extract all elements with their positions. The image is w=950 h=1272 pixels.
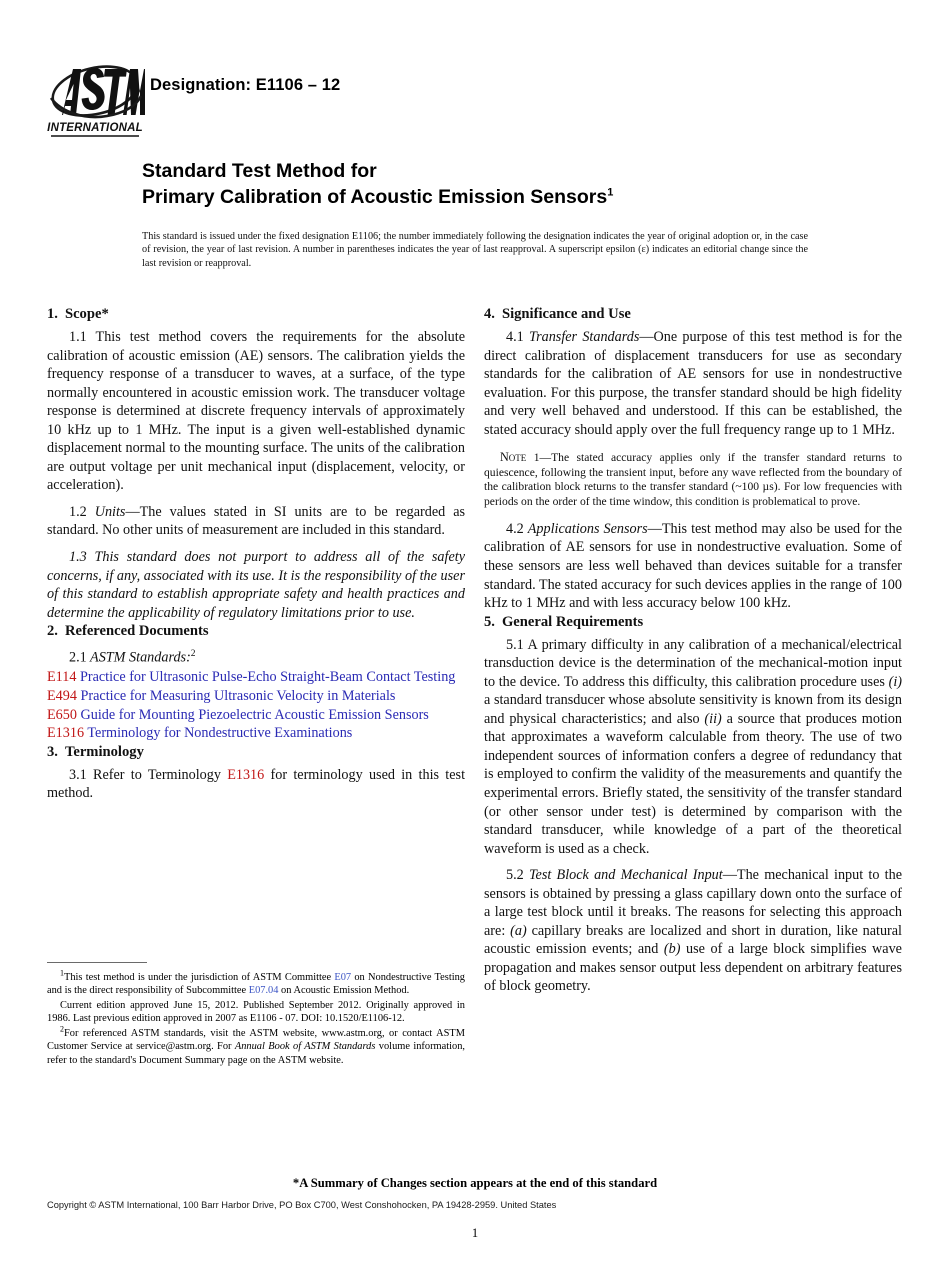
standard-title-e1316[interactable]: Terminology for Nondestructive Examinations bbox=[87, 725, 353, 742]
standard-link-e114[interactable]: E114 bbox=[47, 669, 77, 686]
left-column bbox=[47, 305, 465, 803]
paragraph-text-1-1: This test method covers the requirements for the absolute calibration of acoustic emission (AE) sensors. The calibration yields the frequency response of a transducer to waves, at a surface, of the type normally encountered in acoustic emission work. The transducer voltage response is determined at discrete frequency intervals of approximately 10 kHz up to 1 MHz. The input is a given well-established dynamic displacement normal to the mounting surface. The units of the calibration are output voltage per unit mechanical input (displacement, velocity, or acceleration). bbox=[47, 329, 465, 494]
paragraph-number-4-2: 4.2 bbox=[506, 520, 524, 537]
title-line-2: Primary Calibration of Acoustic Emission Sensors bbox=[142, 186, 608, 208]
right-column bbox=[484, 305, 902, 996]
footnote-separator-rule bbox=[47, 962, 147, 963]
paragraph-1-2 bbox=[47, 503, 465, 540]
subsection-title-2-1: ASTM Standards: bbox=[90, 649, 191, 666]
paragraph-text-3-1-before: Refer to Terminology bbox=[93, 766, 228, 783]
section-number-5: 5. bbox=[484, 613, 495, 630]
summary-of-changes-note: *A Summary of Changes section appears at the end of this standard bbox=[292, 1176, 658, 1190]
paragraph-5-2 bbox=[484, 866, 902, 996]
section-heading-general-requirements bbox=[484, 613, 902, 632]
paragraph-5-1 bbox=[484, 636, 902, 859]
designation-label: Designation: E1106 – 12 bbox=[150, 76, 341, 94]
paragraph-4-2 bbox=[484, 520, 902, 613]
page-number: 1 bbox=[471, 1226, 479, 1240]
footnotes-block bbox=[47, 962, 465, 1067]
paragraph-text-5-1-a: A primary difficulty in any calibration of a mechanical/electrical transduction device is the determination of the mechanical-motion input to the device. To address this difficulty, this calibration procedure uses bbox=[484, 636, 902, 690]
paragraph-1-1 bbox=[47, 328, 465, 495]
subsection-footnote-marker: 2 bbox=[190, 649, 196, 660]
paragraph-text-5-2-c: use of a large block simplifies wave propagation and makes sensor output less dependent on arbitrary features of block geometry. bbox=[484, 941, 902, 995]
paragraph-lead-4-1: Transfer Standards bbox=[528, 329, 640, 345]
paragraph-lead-1-2: Units bbox=[94, 503, 126, 520]
section-number-4: 4. bbox=[484, 306, 495, 322]
footnote-1 bbox=[47, 968, 465, 997]
footnote-1-text-c: on Acoustic Emission Method. bbox=[278, 985, 410, 997]
paragraph-number-4-1: 4.1 bbox=[506, 329, 524, 345]
section-heading-significance-and-use bbox=[484, 305, 902, 324]
footnote-2-marker: 2 bbox=[60, 1024, 64, 1034]
committee-link-e07[interactable]: E07 bbox=[334, 972, 352, 983]
copyright-notice: Copyright © ASTM International, 100 Barr Harbor Drive, PO Box C700, West Conshohocken, PA 19428-2959. United States bbox=[47, 1200, 557, 1210]
section-number-3: 3. bbox=[47, 743, 58, 760]
standard-title-e494[interactable]: Practice for Measuring Ultrasonic Velocity in Materials bbox=[80, 688, 396, 705]
subsection-2-1 bbox=[47, 645, 465, 667]
footnote-2-text-b: volume information, refer to the standard's Document Summary page on the ASTM website. bbox=[47, 1041, 465, 1066]
enum-marker-a: (a) bbox=[510, 922, 527, 939]
standard-link-e1316[interactable]: E1316 bbox=[47, 725, 85, 742]
standard-link-e494[interactable]: E494 bbox=[47, 688, 77, 705]
footnote-2-italic-title: Annual Book of ASTM Standards bbox=[234, 1041, 376, 1053]
enum-marker-ii: (ii) bbox=[704, 710, 722, 727]
paragraph-lead-4-2: Applications Sensors bbox=[527, 520, 648, 537]
footnote-2 bbox=[47, 1024, 465, 1066]
terminology-link-e1316[interactable]: E1316 bbox=[227, 766, 265, 783]
referenced-standards-list bbox=[47, 668, 465, 742]
paragraph-text-4-1: —One purpose of this test method is for the direct calibration of displacement transducers for use as secondary standards for the calibration of AE sensors for use in nondestructive evaluation. For this purpose, the transfer standard should be high fidelity and very well behaved and understood. If this can be established, the stated accuracy should apply over the full frequency range up to 1 MHz. bbox=[484, 329, 903, 438]
section-heading-scope bbox=[47, 305, 465, 324]
standard-title-e650[interactable]: Guide for Mounting Piezoelectric Acoustic Emission Sensors bbox=[80, 706, 429, 723]
note-label: Note bbox=[500, 450, 527, 465]
subcommittee-link-e0704[interactable]: E07.04 bbox=[248, 985, 279, 997]
paragraph-number-1-2: 1.2 bbox=[69, 503, 87, 520]
section-title-3: Terminology bbox=[64, 743, 144, 760]
section-number-2: 2. bbox=[47, 623, 58, 640]
section-heading-referenced-documents bbox=[47, 622, 465, 641]
paragraph-text-5-1-c: a source that produces motion that approximates a waveform calculable from theory. The use of two independent sources of information confers a degree of redundancy that is employed to confirm the validity of the measurements and quantify the experimental errors. Briefly stated, the sensitivity of the transfer standard (or other sensor under test) is determined by comparison with the standard transducer, while knowledge of a part of the theoretical waveform is used as a check. bbox=[484, 710, 902, 857]
paragraph-1-3 bbox=[47, 548, 465, 622]
standard-notice: This standard is issued under the fixed designation E1106; the number immediately following the designation indicates the year of original adoption or, in the case of revision, the year of last revision. A number in parentheses indicates the year of last reapproval. A superscript epsilon (ε) indicates an editorial change since the last revision or reapproval. bbox=[142, 231, 808, 269]
footnote-1-text-a: This test method is under the jurisdiction of ASTM Committee bbox=[64, 972, 335, 983]
paragraph-text-3-1-after: for terminology used in this test method. bbox=[47, 766, 466, 802]
paragraph-text-4-2: —This test method may also be used for the calibration of AE sensors for use in nondestructive evaluation. Some of these sensors are less well behaved than devices suitable for a transfer standard. The stated accuracy for such devices applies in the range of 100 kHz to 1 MHz and with less accuracy below 100 kHz. bbox=[484, 520, 902, 612]
note-text: —The stated accuracy applies only if the transfer standard returns to quiescence, following the transient input, before any wave reflected from the boundary of the calibration block returns to the transfer standard (~100 µs). For low frequencies with periods on the order of the time window, this condition is problematical to prove. bbox=[484, 451, 902, 508]
astm-logo bbox=[45, 58, 145, 140]
paragraph-number-5-1: 5.1 bbox=[506, 636, 524, 653]
list-item bbox=[47, 706, 465, 725]
title-line-1: Standard Test Method for bbox=[142, 160, 377, 182]
paragraph-4-1 bbox=[484, 328, 902, 439]
section-number-1: 1. bbox=[47, 306, 58, 322]
paragraph-number-1-3: 1.3 bbox=[69, 549, 87, 566]
standard-link-e650[interactable]: E650 bbox=[47, 706, 77, 723]
astm-logo-subtext: INTERNATIONAL bbox=[47, 122, 143, 134]
paragraph-text-1-2: —The values stated in SI units are to be regarded as standard. No other units of measurement are included in this standard. bbox=[47, 503, 466, 539]
note-number: 1 bbox=[533, 451, 540, 465]
footnote-1-text-b: on Nondestructive Testing and is the direct responsibility of Subcommittee bbox=[47, 972, 465, 997]
list-item bbox=[47, 724, 465, 743]
footnote-2-text-a: For referenced ASTM standards, visit the ASTM website, www.astm.org, or contact ASTM Customer Service at service@astm.org. For bbox=[47, 1028, 465, 1053]
footnote-edition-info: Current edition approved June 15, 2012. Published September 2012. Originally approved in 1986. Last previous edition approved in 2007 as E1106 - 07. DOI: 10.1520/E1106-12. bbox=[47, 1000, 465, 1025]
subsection-number-2-1: 2.1 bbox=[69, 649, 87, 666]
standard-title-e114[interactable]: Practice for Ultrasonic Pulse-Echo Straight-Beam Contact Testing bbox=[79, 669, 456, 686]
paragraph-lead-5-2: Test Block and Mechanical Input bbox=[528, 867, 723, 884]
paragraph-text-5-2-b: capillary breaks are localized and short in duration, like natural acoustic emission events; and bbox=[484, 922, 902, 958]
paragraph-text-5-1-b: a standard transducer whose absolute sensitivity is known from its design and physical characteristics; and also bbox=[484, 692, 902, 727]
paragraph-text-5-2-a: —The mechanical input to the sensors is obtained by pressing a glass capillary down onto the surface of a large test block until it breaks. The reasons for selecting this approach are: bbox=[484, 867, 902, 939]
list-item bbox=[47, 668, 465, 687]
footnote-1-marker: 1 bbox=[60, 968, 64, 978]
section-title-1: Scope* bbox=[64, 306, 109, 322]
section-title-4: Significance and Use bbox=[501, 306, 631, 322]
section-title-2: Referenced Documents bbox=[64, 623, 209, 640]
list-item bbox=[47, 687, 465, 706]
section-title-5: General Requirements bbox=[501, 613, 644, 630]
paragraph-number-3-1: 3.1 bbox=[69, 766, 87, 783]
title-line-2-wrap bbox=[142, 184, 842, 210]
enum-marker-b: (b) bbox=[663, 941, 681, 958]
astm-logo-icon bbox=[45, 58, 145, 140]
page-title bbox=[142, 158, 842, 210]
masthead bbox=[45, 58, 905, 144]
enum-marker-i: (i) bbox=[888, 673, 902, 690]
paragraph-text-1-3: This standard does not purport to address all of the safety concerns, if any, associated with its use. It is the responsibility of the user of this standard to establish appropriate safety and health practices and determine the applicability of regulatory limitations prior to use. bbox=[47, 549, 465, 621]
note-1 bbox=[484, 450, 902, 509]
section-heading-terminology bbox=[47, 743, 465, 762]
title-footnote-marker: 1 bbox=[607, 186, 614, 199]
paragraph-number-1-1: 1.1 bbox=[69, 329, 87, 345]
paragraph-3-1 bbox=[47, 766, 465, 803]
paragraph-number-5-2: 5.2 bbox=[506, 867, 524, 884]
